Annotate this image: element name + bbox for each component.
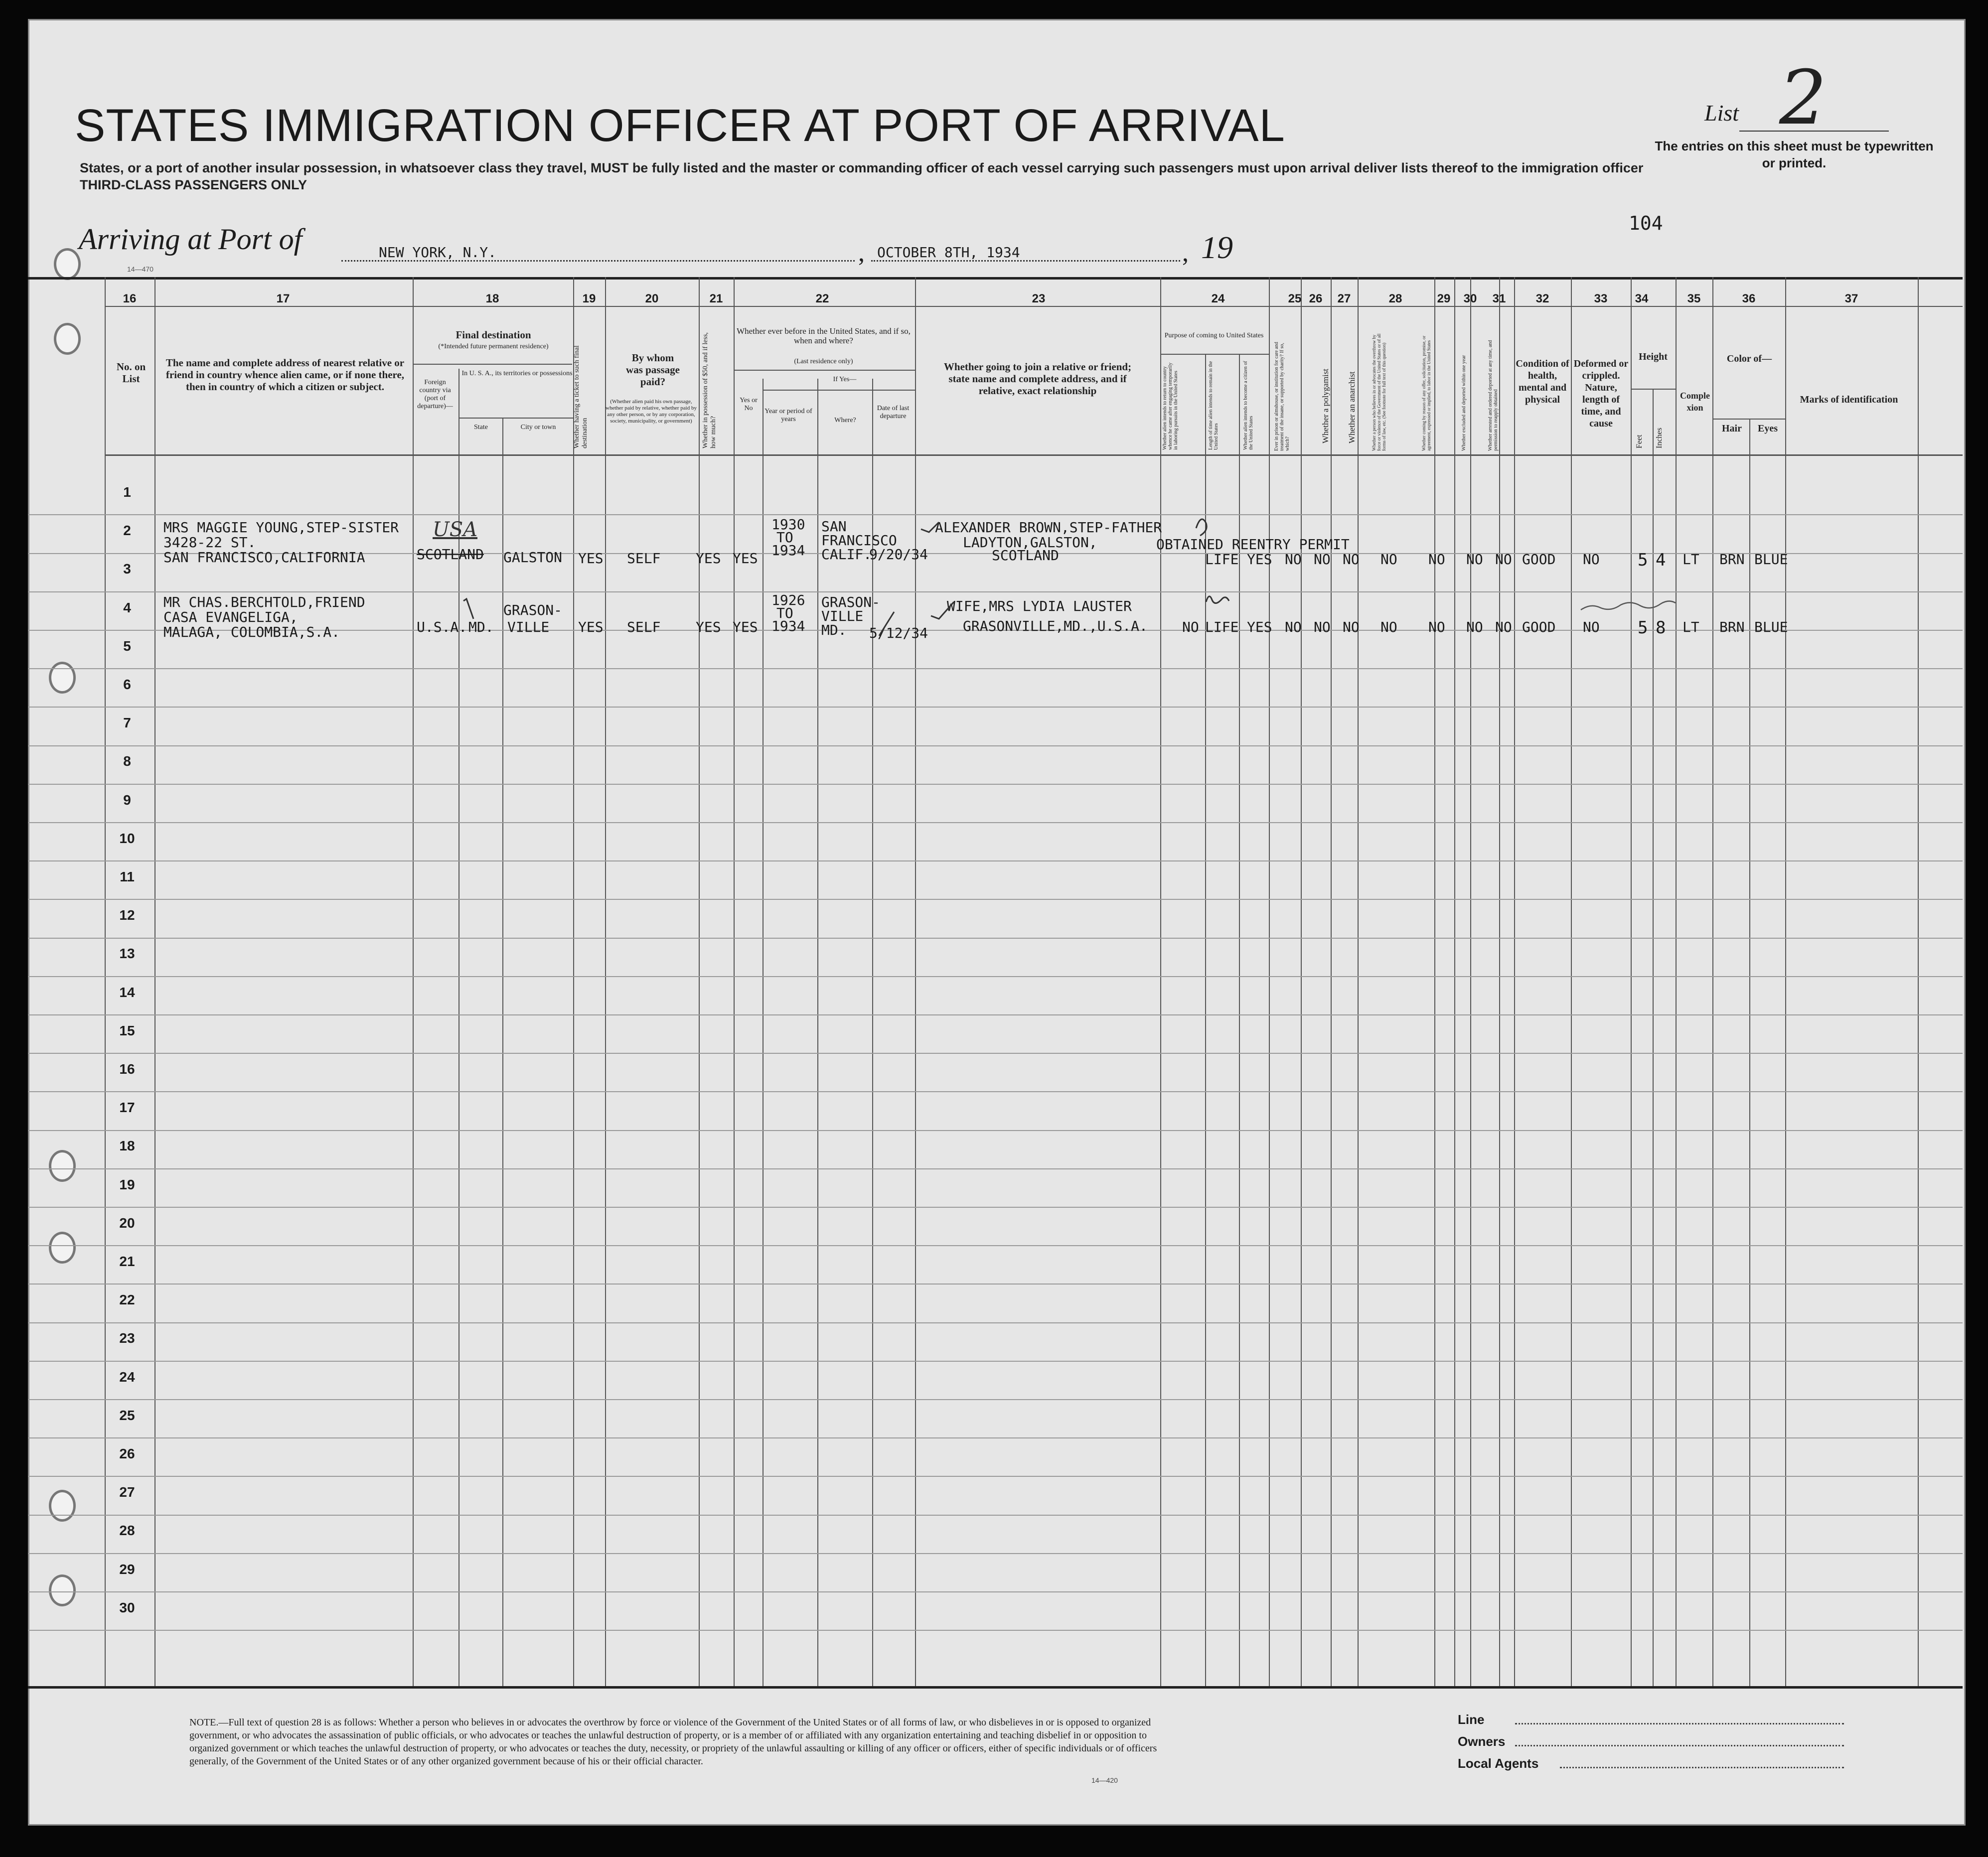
row-number: 26 — [119, 1446, 135, 1461]
row-number: 27 — [119, 1484, 135, 1500]
header-deformed: Deformed or crippled. Nature, length of time, and cause — [1573, 358, 1629, 429]
entry-row4-anarchist: NO — [1343, 619, 1360, 635]
entry-row2-departure: 9/20/34 — [869, 546, 928, 563]
column-number: 32 — [1535, 292, 1549, 305]
entry-row2-joining-line1: ALEXANDER BROWN,STEP-FATHER — [935, 519, 1162, 536]
row-number: 30 — [119, 1599, 135, 1615]
entry-row4-q31: NO — [1495, 619, 1512, 635]
column-number: 18 — [485, 292, 499, 305]
header-list-number: No. on List — [116, 361, 146, 385]
header-height: Height — [1639, 351, 1668, 362]
entry-row4-relative-line2: CASA EVANGELIGA, — [163, 609, 298, 625]
owners-label: Owners — [1458, 1734, 1506, 1749]
row-number: 3 — [123, 561, 131, 577]
column-number: 24 — [1211, 292, 1225, 305]
separator-comma: , — [858, 239, 865, 267]
entry-row2-foreign-country: SCOTLAND — [417, 546, 484, 563]
arriving-label: Arriving at Port of — [79, 223, 303, 256]
entry-row2-health: GOOD — [1522, 551, 1556, 568]
header-length-of-stay: Length of time alien intends to remain in the United States — [1208, 361, 1219, 450]
header-before-us: Whether ever before in the United States, and if so, when and where? — [737, 326, 911, 345]
header-in-usa: In U. S. A., its territories or possessions — [461, 370, 573, 377]
typewritten-note: The entries on this sheet must be typewritten or printed. — [1655, 139, 1934, 170]
separator-comma: , — [1182, 239, 1189, 267]
passenger-class: THIRD-CLASS PASSENGERS ONLY — [80, 177, 307, 192]
row-number: 7 — [123, 715, 131, 731]
local-agents-label: Local Agents — [1458, 1756, 1539, 1771]
row-number: 15 — [119, 1022, 135, 1038]
entry-row4-before-us: YES — [733, 619, 758, 635]
row-number: 6 — [123, 677, 131, 692]
arrival-port: NEW YORK, N.Y. — [379, 244, 497, 261]
header-polygamist: Whether a polygamist — [1321, 368, 1330, 443]
row-number: 22 — [119, 1292, 135, 1308]
entry-row2-polygamist: NO — [1314, 551, 1331, 568]
header-purpose: Purpose of coming to United States — [1164, 332, 1264, 339]
entry-row4-relative-line3: MALAGA, COLOMBIA,S.A. — [163, 624, 340, 640]
entry-row4-length: LIFE — [1205, 619, 1239, 635]
entry-row4-year-from: 1926 — [771, 592, 805, 608]
entry-row2-relative-line3: SAN FRANCISCO,CALIFORNIA — [163, 549, 365, 566]
entry-row4-health: GOOD — [1522, 619, 1556, 635]
entry-row4-purpose: NO — [1182, 619, 1199, 635]
footer-form-number: 14—420 — [1091, 1776, 1118, 1784]
header-prison: Ever in prison or almshouse, or institution for care and treatment of the insane, or supported by charity? If so, which? — [1274, 342, 1290, 451]
header-deported: Whether arrested and ordered deported at any time, and permission to reapply obtained — [1488, 340, 1499, 451]
column-number: 33 — [1594, 292, 1608, 305]
header-color-of: Color of— — [1726, 353, 1772, 364]
entry-row4-foreign-country: U.S.A. — [417, 619, 467, 635]
column-number: 29 — [1437, 292, 1451, 305]
column-number: 35 — [1687, 292, 1701, 305]
footnote-question-28: NOTE.—Full text of question 28 is as follows: Whether a person who believes in or advocates the overthrow by force or violence of the Government of the United States or of all forms of law, or who disbelieves in or is opposed to organized government, or who advocates the assassination of public officials, or who advocates or teaches the unlawful destruction of property, or is a member of or affiliated with any organization entertaining and teaching disbelief in or opposition to organized government or which teaches the unlawful destruction of property, or who advocates or teaches the duty, necessity, or propriety of the unlawful assaulting or killing of any officer or officers, either of specific individuals or of officers generally, of the Government of the United States or of any other organized government because of his or their official character. — [189, 1717, 1157, 1767]
header-departure-date: Date of last departure — [877, 405, 910, 420]
entry-row4-year-to: TO — [776, 605, 793, 621]
form-title: STATES IMMIGRATION OFFICER AT PORT OF ARRIVAL — [75, 100, 1285, 151]
column-number: 37 — [1844, 292, 1858, 305]
header-anarchist: Whether an anarchist — [1347, 371, 1357, 443]
entry-row4-q28: NO — [1380, 619, 1397, 635]
row-number: 24 — [119, 1369, 135, 1385]
entry-row2-citizen: YES — [1247, 551, 1272, 568]
entry-row4-citizen: YES — [1247, 619, 1272, 635]
entry-row4-prison: NO — [1285, 619, 1302, 635]
entry-row2-city: GALSTON — [503, 549, 563, 566]
entry-row4-relative-line1: MR CHAS.BERCHTOLD,FRIEND — [163, 594, 365, 610]
column-number: 36 — [1742, 292, 1756, 305]
row-number: 5 — [123, 638, 131, 654]
column-number: 21 — [709, 292, 723, 305]
year-prefix: 19 — [1201, 230, 1233, 265]
row-number: 2 — [123, 523, 131, 539]
arrival-date: OCTOBER 8TH, 1934 — [877, 244, 1020, 261]
entry-row2-complexion: LT — [1682, 551, 1699, 568]
row-number: 8 — [123, 753, 131, 769]
entry-row2-length: LIFE — [1205, 551, 1239, 568]
entry-row2-handwritten-state: USA — [433, 518, 477, 541]
entry-row4-state: MD. — [468, 619, 494, 635]
entry-row2-q31: NO — [1495, 551, 1512, 568]
column-number: 16 — [123, 292, 137, 305]
entry-row4-where-line2: VILLE — [821, 608, 864, 624]
header-marks: Marks of identification — [1800, 394, 1898, 405]
header-inches: Inches — [1655, 428, 1664, 448]
entry-row4-q30: NO — [1466, 619, 1483, 635]
entry-row2-ticket: YES — [578, 550, 604, 567]
entry-row4-eyes: BLUE — [1754, 619, 1788, 635]
column-number: 25 — [1288, 292, 1302, 305]
header-final-destination: Final destination — [456, 329, 531, 341]
entry-row2-where-line3: CALIF. — [821, 546, 872, 563]
header-destination-note: (*Intended future permanent residence) — [438, 343, 549, 350]
entry-row4-departure: 5/12/34 — [869, 625, 928, 641]
column-number: 28 — [1388, 292, 1402, 305]
line-field — [1515, 1723, 1844, 1724]
entry-row4-joining-line2: GRASONVILLE,MD.,U.S.A. — [963, 618, 1148, 634]
row-number: 28 — [119, 1523, 135, 1539]
header-eyes: Eyes — [1758, 423, 1778, 434]
column-number: 17 — [276, 292, 290, 305]
header-year: Year or period of years — [765, 408, 812, 423]
entry-row4-complexion: LT — [1682, 619, 1699, 635]
header-before-us-note: (Last residence only) — [794, 358, 853, 365]
row-number: 1 — [123, 484, 131, 500]
entry-row2-year-from: 1930 — [771, 516, 805, 533]
entry-row4-money: YES — [696, 619, 721, 635]
entry-row2-where-line2: FRANCISCO — [821, 532, 897, 549]
entry-row2-year-to: TO — [776, 529, 793, 546]
header-overthrow: Whether a person who believes in or advocates the overthrow by force or violence of the Government of the United States or of all forms of law, etc. (See footnote for full text of this question) — [1372, 333, 1386, 451]
header-relative: The name and complete address of nearest relative or friend in country whence alien came, or if none there, then in country of which a citizen or subject. — [165, 357, 405, 393]
line-label: Line — [1458, 1712, 1485, 1727]
entry-row2-q28: NO — [1380, 551, 1397, 568]
entry-row4-where-line1: GRASON- — [821, 594, 881, 610]
owners-field — [1515, 1745, 1844, 1746]
row-number: 18 — [119, 1138, 135, 1154]
entry-row2-before-us: YES — [733, 550, 758, 567]
entry-row2-joining-line3: SCOTLAND — [992, 547, 1059, 564]
entry-row4-hair: BRN — [1719, 619, 1745, 635]
entry-row4-paid-by: SELF — [627, 619, 661, 635]
header-labor-offer: Whether coming by reason of any offer, solicitation, promise, or agreement, expressed or implied, to labor in the United States — [1421, 335, 1431, 451]
entry-row4-feet: 5 — [1638, 618, 1648, 638]
entry-row2-prison: NO — [1285, 551, 1302, 568]
header-money: Whether in possession of $50, and if less, how much? — [702, 332, 717, 448]
form-number: 14—470 — [127, 265, 153, 273]
entry-row2-where-line1: SAN — [821, 518, 847, 535]
form-instructions: States, or a port of another insular possession, in whatsoever class they travel, MUST be fully listed and the master or commanding officer of each vessel carrying such passengers must upon arrival deliver lists thereof to the immigration officer — [80, 160, 1644, 175]
entry-row2-deformed: NO — [1583, 551, 1600, 568]
entry-row4-where-line3: MD. — [821, 622, 847, 638]
row-number: 21 — [119, 1254, 135, 1269]
row-number: 29 — [119, 1561, 135, 1577]
column-number: 27 — [1337, 292, 1351, 305]
entry-row2-hair: BRN — [1719, 551, 1745, 568]
row-number: 4 — [123, 599, 131, 615]
entry-row2-money: YES — [696, 550, 721, 567]
local-agents-field — [1560, 1767, 1844, 1768]
entry-row2-relative-line2: 3428-22 ST. — [163, 534, 256, 551]
header-passage-paid: By whom was passage paid? — [626, 352, 680, 388]
header-health: Condition of health, mental and physical — [1516, 358, 1569, 405]
row-number: 14 — [119, 984, 135, 1000]
entry-row2-eyes: BLUE — [1754, 551, 1788, 568]
entry-row4-deformed: NO — [1583, 619, 1600, 635]
column-number: 20 — [645, 292, 659, 305]
page-number: 104 — [1629, 212, 1663, 234]
column-number: 22 — [815, 292, 829, 305]
row-number: 13 — [119, 946, 135, 962]
entry-row4-inches: 8 — [1656, 618, 1666, 638]
entry-row4-year-until: 1934 — [771, 618, 805, 634]
list-label: List — [1704, 100, 1739, 126]
header-complexion: Complexion — [1680, 391, 1710, 413]
header-where: Where? — [834, 417, 856, 424]
entry-row2-paid-by: SELF — [627, 550, 661, 567]
row-number: 25 — [119, 1407, 135, 1423]
row-number: 11 — [120, 869, 135, 884]
header-foreign-country: Foreign country via (port of departure)— — [417, 379, 453, 410]
entry-row2-q30: NO — [1466, 551, 1483, 568]
header-state: State — [474, 424, 488, 431]
row-number: 12 — [119, 907, 135, 923]
row-number: 19 — [119, 1176, 135, 1192]
header-feet: Feet — [1635, 434, 1644, 448]
entry-row4-city-line1: GRASON- — [503, 602, 563, 618]
row-number: 17 — [119, 1100, 135, 1116]
entry-row2-joining-line2: LADYTON,GALSTON, — [963, 534, 1097, 551]
row-number: 23 — [119, 1330, 135, 1346]
header-if-yes: If Yes— — [833, 376, 857, 383]
column-number: 19 — [582, 292, 596, 305]
entry-row4-joining-line1: WIFE,MRS LYDIA LAUSTER — [947, 598, 1132, 614]
entry-row2-reentry-note: OBTAINED REENTRY PERMIT — [1156, 536, 1350, 553]
column-number: 34 — [1635, 292, 1649, 305]
row-number: 9 — [123, 792, 131, 808]
header-intends-citizen: Whether alien intends to become a citizen of the United States — [1243, 361, 1254, 450]
entry-row2-year-until: 1934 — [771, 542, 805, 559]
row-number: 10 — [119, 830, 135, 846]
row-number: 20 — [119, 1215, 135, 1231]
header-joining: Whether going to join a relative or friend; state name and complete address, and if relative, exact relationship — [943, 361, 1132, 397]
row-number: 16 — [119, 1061, 135, 1077]
column-number: 30 — [1463, 292, 1477, 305]
entry-row2-q29: NO — [1428, 551, 1445, 568]
header-ticket: Whether having a ticket to such final destination — [573, 345, 589, 448]
header-hair: Hair — [1722, 423, 1742, 434]
header-yes-no: Yes or No — [740, 397, 758, 412]
entry-row2-feet: 5 — [1638, 550, 1648, 570]
header-purpose-return: Whether alien intends to return to country whence he came after engaging temporarily in laboring pursuits in the United States — [1162, 362, 1179, 450]
column-number: 26 — [1309, 292, 1323, 305]
entry-row4-ticket: YES — [578, 619, 604, 635]
column-number: 23 — [1032, 292, 1046, 305]
entry-row2-relative-line1: MRS MAGGIE YOUNG,STEP-SISTER — [163, 519, 399, 536]
entry-row2-anarchist: NO — [1343, 551, 1360, 568]
header-excluded: Whether excluded and deported within one year — [1461, 355, 1467, 451]
entry-row4-polygamist: NO — [1314, 619, 1331, 635]
header-passage-note: (Whether alien paid his own passage, whether paid by relative, whether paid by any other person, or by any corporation, society, municipality, or government) — [606, 399, 697, 424]
header-city: City or town — [520, 424, 556, 431]
list-number: 2 — [1779, 55, 1827, 142]
column-number: 31 — [1492, 292, 1506, 305]
entry-row2-inches: 4 — [1656, 550, 1666, 570]
entry-row4-city-line2: VILLE — [507, 619, 550, 635]
entry-row4-q29: NO — [1428, 619, 1445, 635]
